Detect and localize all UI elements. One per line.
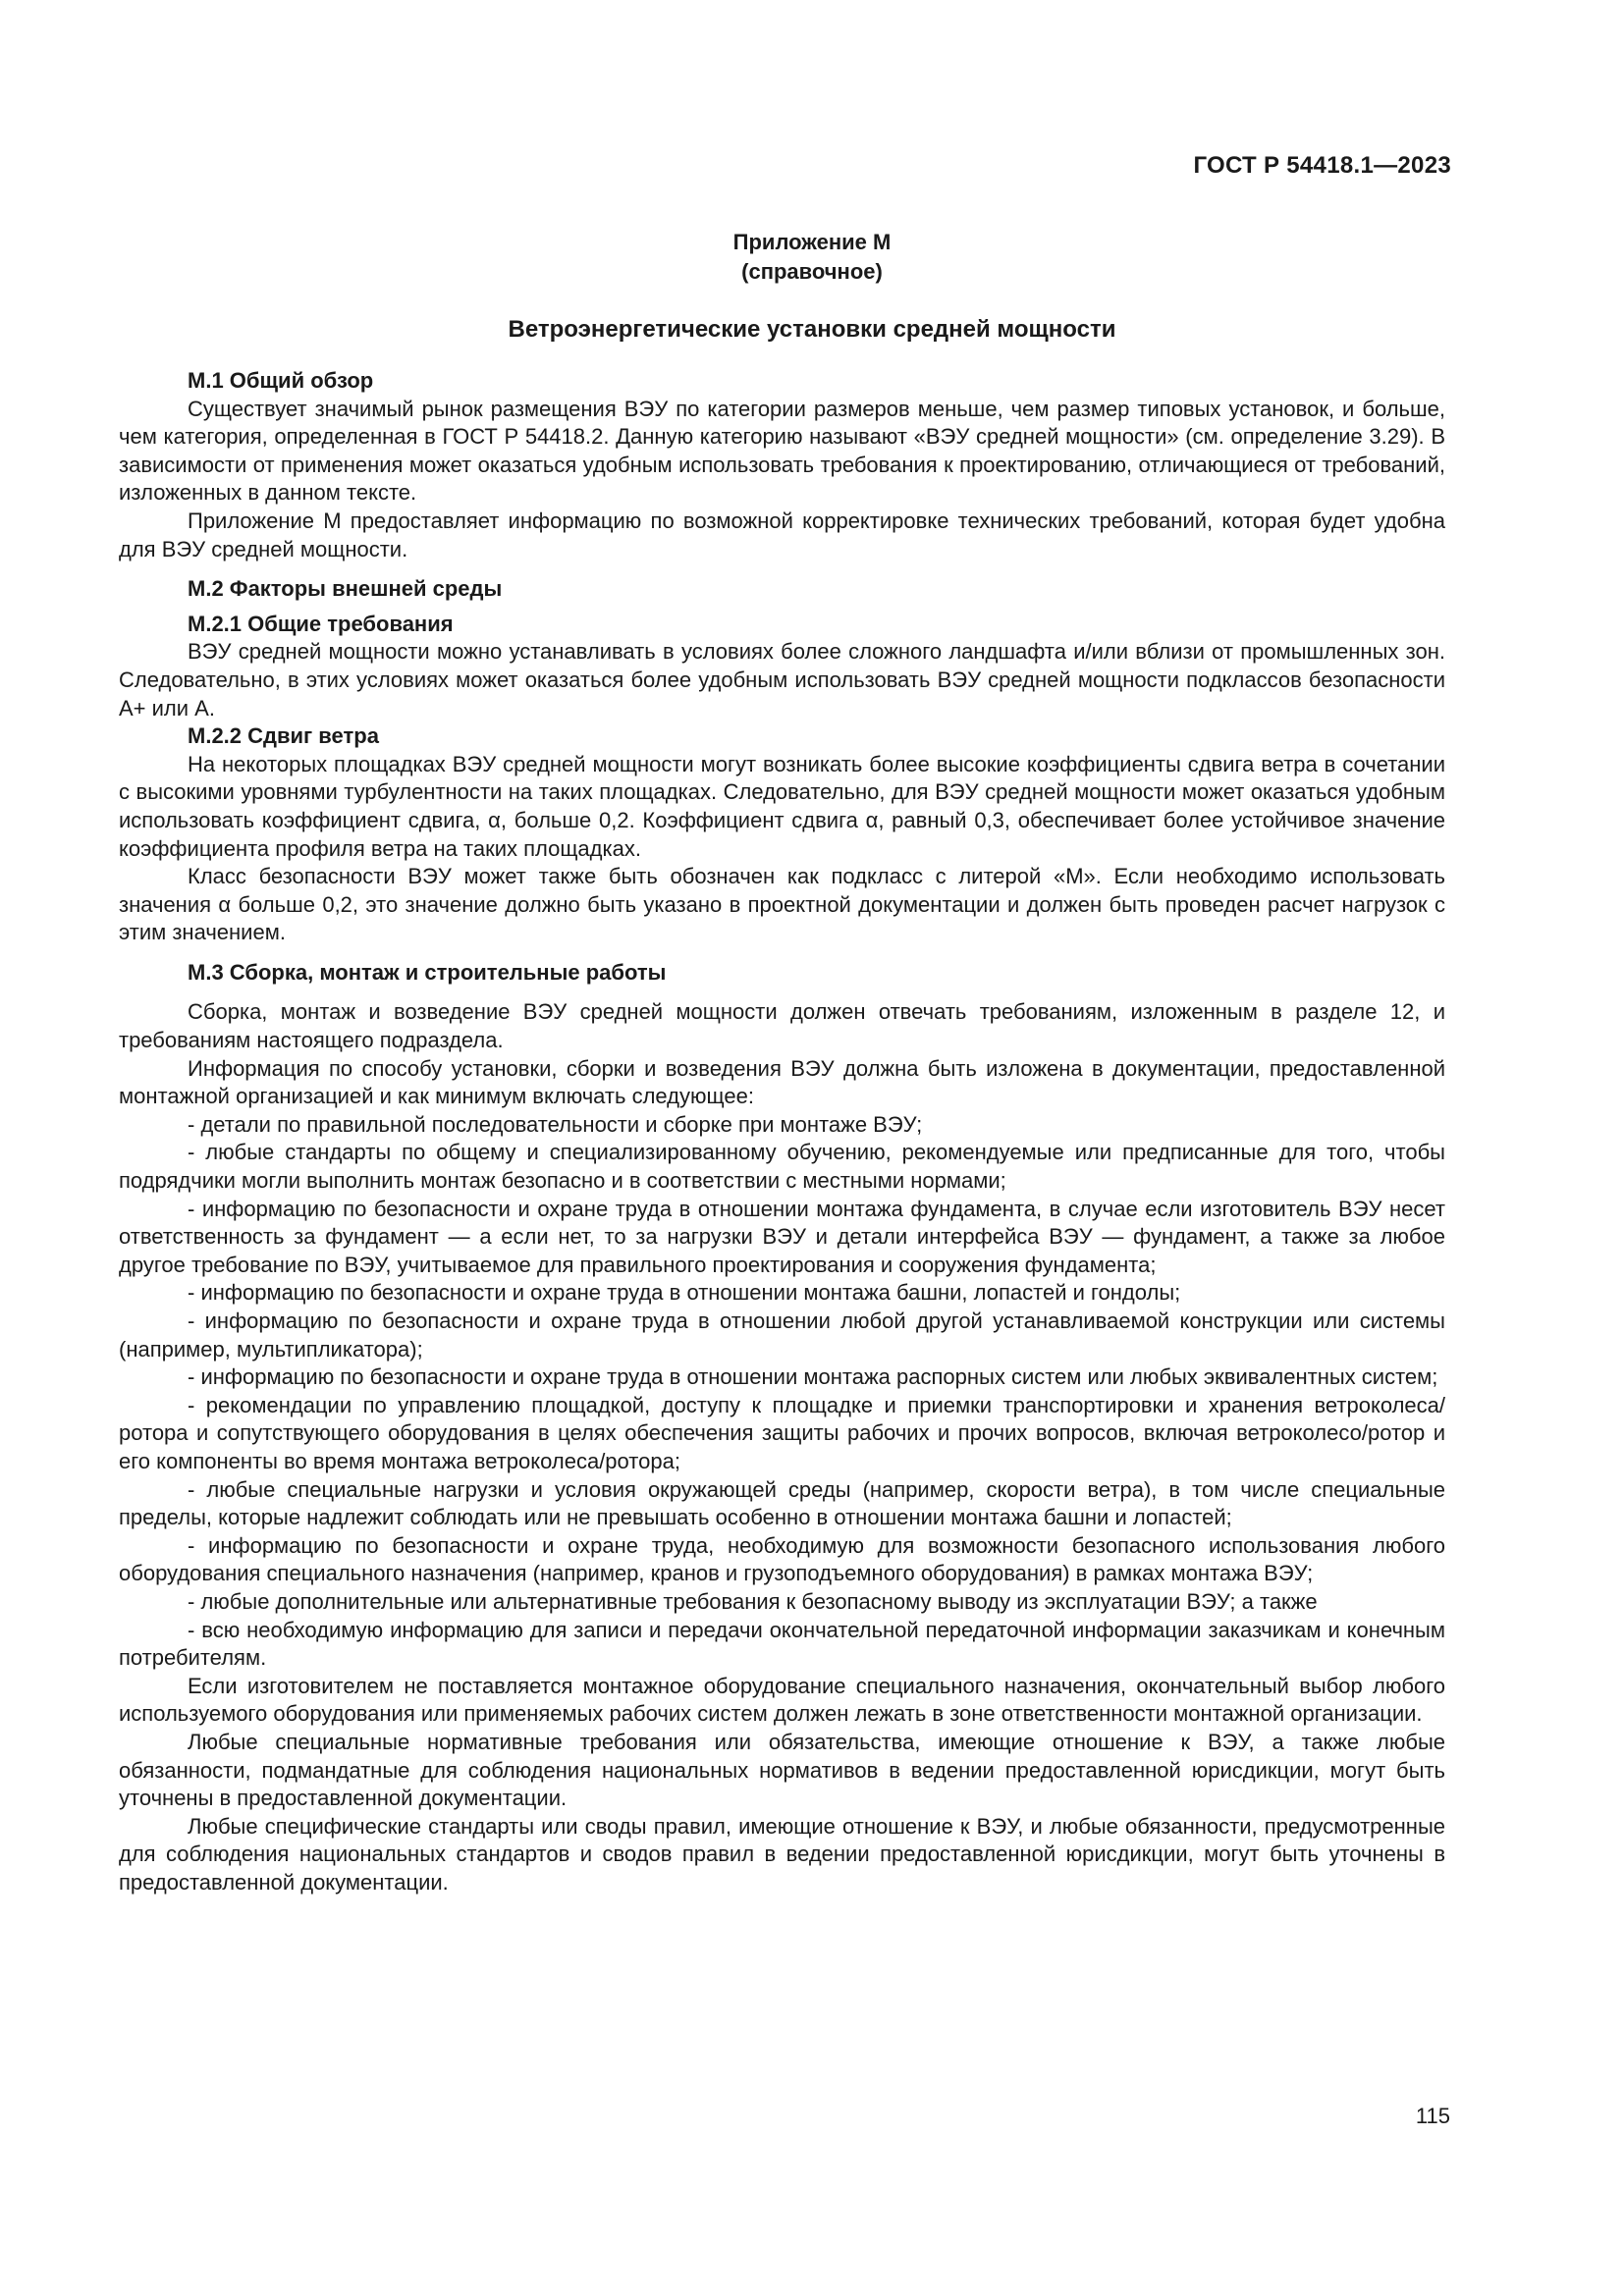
annex-title: Приложение М <box>732 230 892 254</box>
list-item: - всю необходимую информацию для записи и передачи окончательной передаточной информации заказчикам и конечным потребителям. <box>119 1617 1445 1671</box>
annex-name: Ветроэнергетические установки средней мощности <box>508 316 1116 343</box>
standard-code-header: ГОСТ Р 54418.1—2023 <box>1193 152 1451 179</box>
section-m1-paragraph: Приложение М предоставляет информацию по возможной корректировке технических требований, которая будет удобна для ВЭУ средней мощности. <box>119 507 1445 561</box>
list-item: - информацию по безопасности и охране труда в отношении монтажа распорных систем или любых эквивалентных систем; <box>188 1364 1438 1390</box>
section-m3-paragraph: Если изготовителем не поставляется монтажное оборудование специального назначения, окончательный выбор любого используемого оборудования или применяемых рабочих систем должен лежать в зоне ответственности монтажной организации. <box>119 1673 1445 1727</box>
section-m22-paragraph: Класс безопасности ВЭУ может также быть обозначен как подкласс с литерой «М». Если необходимо использовать значения α больше 0,2, это значение должно быть указано в проектной документации и должен быть проведен расчет нагрузок с этим значением. <box>119 864 1445 945</box>
section-m3-paragraph: Любые специфические стандарты или своды правил, имеющие отношение к ВЭУ, и любые обязанности, предусмотренные для соблюдения национальных стандартов и сводов правил в ведении предоставленной юрисдикции, могут быть уточнены в предоставленной документации. <box>119 1813 1445 1895</box>
document-body <box>119 367 1445 1896</box>
section-m22-paragraph: На некоторых площадках ВЭУ средней мощности могут возникать более высокие коэффициенты сдвига ветра в сочетании с высокими уровнями турбулентности на таких площадках. Следовательно, для ВЭУ средней мощности может оказаться удобным использовать коэффициент сдвига, α, больше 0,2. Коэффициент сдвига α, равный 0,3, обеспечивает более устойчивое значение коэффициента профиля ветра на таких площадках. <box>119 751 1445 861</box>
section-m3-heading: М.3 Сборка, монтаж и строительные работы <box>188 959 667 985</box>
section-m3-paragraph: Сборка, монтаж и возведение ВЭУ средней мощности должен отвечать требованиям, изложенным в разделе 12, и требованиям настоящего подраздела. <box>119 999 1445 1053</box>
section-m1-heading: М.1 Общий обзор <box>188 368 374 393</box>
list-item: - рекомендации по управлению площадкой, доступу к площадке и приемки транспортировки и хранения ветроколеса/ротора и сопутствующего оборудования в целях обеспечения защиты рабочих и прочих вопросов, включая ветроколесо/ротор и его компоненты во время монтажа ветроколеса/ротора; <box>119 1392 1445 1473</box>
page-number: 115 <box>1415 2104 1450 2128</box>
list-item: - информацию по безопасности и охране труда в отношении монтажа башни, лопастей и гондолы; <box>188 1280 1181 1306</box>
list-item: - любые специальные нагрузки и условия окружающей среды (например, скорости ветра), в том числе специальные пределы, которые надлежит соблюдать или не превышать особенно в отношении монтажа башни и лопастей; <box>119 1476 1445 1530</box>
section-m21-heading: М.2.1 Общие требования <box>188 611 454 636</box>
list-item: - любые стандарты по общему и специализированному обучению, рекомендуемые или предписанные для того, чтобы подрядчики могли выполнить монтаж безопасно и в соответствии с местными нормами; <box>119 1140 1445 1194</box>
section-m2-heading: М.2 Факторы внешней среды <box>188 576 503 602</box>
list-item: - любые дополнительные или альтернативные требования к безопасному выводу из эксплуатации ВЭУ; а также <box>188 1588 1318 1614</box>
section-m3-paragraph: Любые специальные нормативные требования или обязательства, имеющие отношение к ВЭУ, а также любые обязанности, подмандатные для соблюдения национальных нормативов в ведении предоставленной юрисдикции, могут быть уточнены в предоставленной документации. <box>119 1729 1445 1811</box>
annex-kind: (справочное) <box>741 259 883 284</box>
section-m1-paragraph: Существует значимый рынок размещения ВЭУ по категории размеров меньше, чем размер типовых установок, и больше, чем категория, определенная в ГОСТ Р 54418.2. Данную категорию называют «ВЭУ средней мощности» (см. определение 3.29). В зависимости от применения может оказаться удобным использовать требования к проектированию, отличающиеся от требований, изложенных в данном тексте. <box>119 396 1445 506</box>
section-m21-paragraph: ВЭУ средней мощности можно устанавливать в условиях более сложного ландшафта и/или вблизи от промышленных зон. Следовательно, в этих условиях может оказаться более удобным использовать ВЭУ средней мощности подклассов безопасности А+ или А. <box>119 639 1445 721</box>
list-item: - информацию по безопасности и охране труда в отношении монтажа фундамента, в случае если изготовитель ВЭУ несет ответственность за фундамент — а если нет, то за нагрузки ВЭУ и детали интерфейса ВЭУ — фундамент, а также за любое другое требование по ВЭУ, учитываемое для правильного проектирования и сооружения фундамента; <box>119 1196 1445 1277</box>
section-m22-heading: М.2.2 Сдвиг ветра <box>188 723 379 749</box>
list-item: - информацию по безопасности и охране труда в отношении любой другой устанавливаемой конструкции или системы (например, мультипликатора); <box>119 1308 1445 1362</box>
section-m3-paragraph: Информация по способу установки, сборки и возведения ВЭУ должна быть изложена в документации, предоставленной монтажной организацией и как минимум включать следующее: <box>119 1055 1445 1109</box>
list-item: - информацию по безопасности и охране труда, необходимую для возможности безопасного использования любого оборудования специального назначения (например, кранов и грузоподъемного оборудования) в рамках монтажа ВЭУ; <box>119 1532 1445 1586</box>
list-item: - детали по правильной последовательности и сборке при монтаже ВЭУ; <box>188 1111 923 1137</box>
